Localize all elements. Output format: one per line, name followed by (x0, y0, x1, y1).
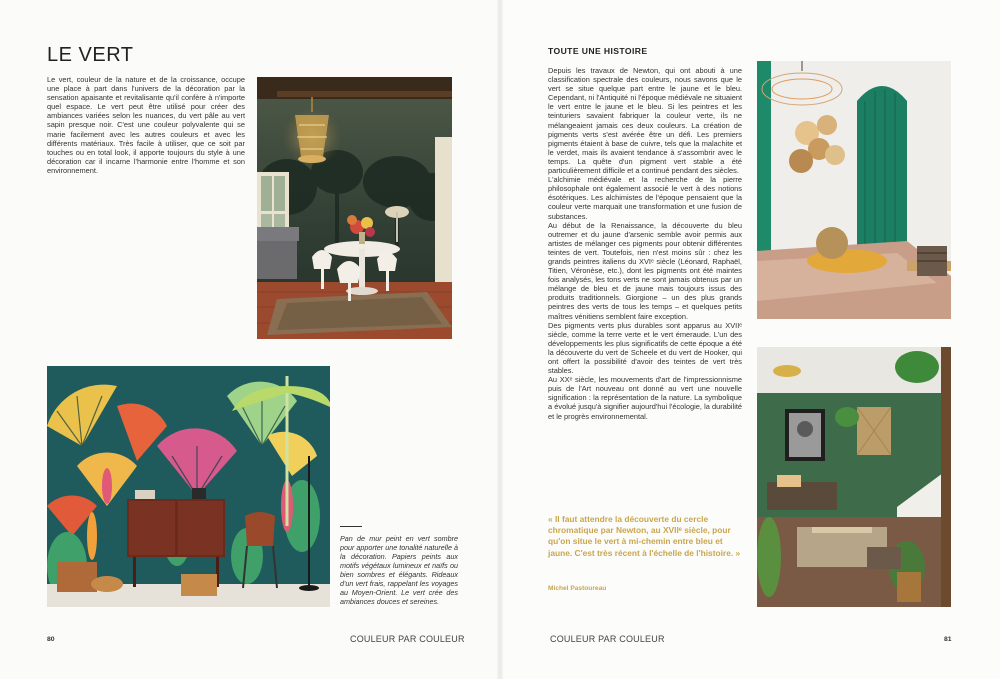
history-paragraph: L'alchimie médiévale et la recherche de la pierre philosophale ont également associé le vert à des notions ésotériques. Les alchimistes de l'époque pensaient que la couleur verte marquait une transformation et une fusion de substances. (548, 175, 742, 221)
quote-author: Michel Pastoureau (548, 585, 607, 592)
caption-rule (340, 526, 362, 527)
section-heading: TOUTE UNE HISTOIRE (548, 46, 648, 56)
intro-paragraph (47, 75, 245, 175)
running-title-left: COULEUR PAR COULEUR (350, 634, 465, 644)
page-title: LE VERT (47, 44, 134, 66)
photo-bedroom (757, 61, 951, 319)
history-paragraph: Au début de la Renaissance, la découverte du bleu outremer et du jaune d'arsenic semble avoir permis aux artistes de mélanger ces pigments pour obtenir différentes teintes de vert. Toutefois, rien n'est moins sûr : chez les grands peintres italiens du XVIᵉ siècle (Léonard, Raphaël, Titien, Véronèse, etc.), dont les pigments ont été maintes fois analysés, les tons verts ne sont jamais obtenus par un mélange de bleu et de jaune mais toujours issus des produits traditionnels. Giorgione – un des plus grands peintres des verts de tous les temps – et quelques petits maîtres vénitiens semblent faire exception. (548, 220, 742, 321)
running-title-right: COULEUR PAR COULEUR (550, 634, 665, 644)
photo-tropical-wallpaper (47, 366, 330, 607)
photo-dining-room (257, 77, 452, 339)
pull-quote: « Il faut attendre la découverte du cercle chromatique par Newton, au XVIIᵉ siècle, pour qu'on situe le vert à mi-chemin entre bleu et jaune. C'est très récent à l'échelle de l'histoire. » (548, 514, 741, 558)
book-spine (497, 0, 503, 679)
photo-green-living-room (757, 347, 951, 607)
photo-caption: Pan de mur peint en vert sombre pour apporter une tonalité naturelle à la décoration. Papiers peints aux motifs végétaux lumineux et naïfs ou bien sombres et élégants. Rideaux d'un vert frais, rappelant les voyages au Moyen-Orient. Le vert crée des ambiances douces et sereines. (340, 534, 458, 606)
history-paragraph: Au XXᵉ siècle, les mouvements d'art de l'impressionnisme puis de l'Art nouveau ont donné au vert une nouvelle signification : la représentation de la nature. La symbolique a évolué jusqu'à signifier aujourd'hui l'écologie, la durabilité et le progrès environnemental. (548, 375, 742, 421)
intro-text: Le vert, couleur de la nature et de la croissance, occupe une place à part dans l'univers de la décoration par la sensation apaisante et revitalisante qu'il confère à n'importe quel espace. Le vert peut être utilisé pour créer des ambiances variées selon les nuances, du vert pâle au vert sapin presque noir. C'est une couleur polyvalente qui se marie facilement avec les autres couleurs et avec les différents matériaux. Très facile à utiliser, que ce soit par touches ou en total look, il apporte toujours du style à une décoration car il incarne l'harmonie entre l'homme et son environnement. (47, 75, 245, 175)
history-text (548, 66, 742, 421)
history-paragraph: Depuis les travaux de Newton, qui ont abouti à une classification spectrale des couleurs, nous savons que le vert se situe quelque part entre le jaune et le bleu. Cependant, ni l'Antiquité ni l'époque médiévale ne situaient le vert entre le jaune et le bleu. Si les peintres et les teinturiers savaient fabriquer la couleur verte, ils ne mélangeaient jamais ces deux couleurs. La création de pigments verts s'est avérée être un défi. Les premiers pigments étaient à base de cuivre, tels que la malachite et le verdet, mais ils avaient tendance à s'assombrir avec le temps. La quête d'un pigment vert stable a été particulièrement difficile et a continué pendant des siècles. (548, 66, 742, 176)
folio-right: 81 (944, 636, 952, 643)
history-paragraph: Des pigments verts plus durables sont apparus au XVIIᵉ siècle, comme la terre verte et le vert émeraude. L'un des développements les plus significatifs de cette époque a été la découverte du vert de Scheele et du vert de Hooker, qui ont offert la possibilité d'avoir des teintes de vert très stables. (548, 320, 742, 376)
folio-left: 80 (47, 636, 55, 643)
